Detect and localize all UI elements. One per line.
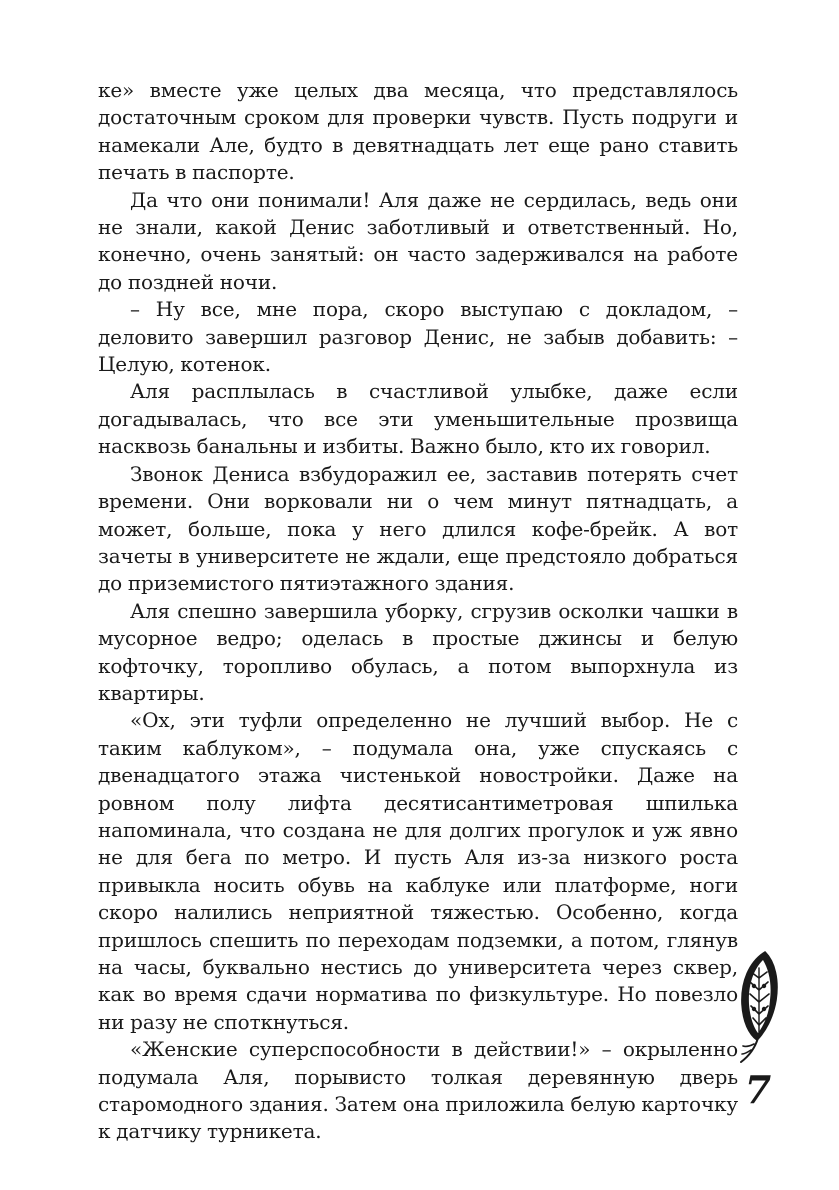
paragraph-3: – Ну все, мне пора, скоро выступаю с докладом, – деловито завершил разговор Денис, не забыв добавить: – Целую, котенок. xyxy=(98,297,738,377)
page-number: 7 xyxy=(744,1067,772,1112)
paragraph-2: Да что они понимали! Аля даже не сердилась, ведь они не знали, какой Денис заботливый и ответственный. Но, конечно, очень занятый: он часто задерживался на работе до поздней ночи. xyxy=(98,187,738,294)
paragraph-4: Аля расплылась в счастливой улыбке, даже если догадывалась, что все эти уменьшительные прозвища насквозь банальны и избиты. Важно было, кто их говорил. xyxy=(98,379,738,459)
feather-icon xyxy=(735,948,783,1066)
page-body-text xyxy=(98,77,738,1146)
paragraph-1: ке» вместе уже целых два месяца, что представлялось достаточным сроком для проверки чувств. Пусть подруги и намекали Але, будто в девятнадцать лет еще рано ставить печать в паспорте. xyxy=(98,78,738,185)
paragraph-5: Звонок Дениса взбудоражил ее, заставив потерять счет времени. Они ворковали ни о чем минут пятнадцать, а может, больше, пока у него длился кофе-брейк. А вот зачеты в университете не ждали, еще предстояло добраться до приземистого пятиэтажного здания. xyxy=(98,461,738,596)
paragraph-7: «Ох, эти туфли определенно не лучший выбор. Не с таким каблуком», – подумала она, уже спускаясь с двенадцатого этажа чистенькой новостройки. Даже на ровном полу лифта десятисантиметровая шпилька напоминала, что создана не для долгих прогулок и уж явно не для бега по метро. И пусть Аля из-за низкого роста привыкла носить обувь на каблуке или платформе, ноги скоро налились неприятной тяжестью. Особенно, когда пришлось спешить по переходам подземки, а потом, глянув на часы, буквально нестись до университета через сквер, как во время сдачи норматива по физкультуре. Но повезло ни разу не споткнуться. xyxy=(98,708,738,1034)
paragraph-6: Аля спешно завершила уборку, сгрузив осколки чашки в мусорное ведро; оделась в простые джинсы и белую кофточку, торопливо обулась, а потом выпорхнула из квартиры. xyxy=(98,598,738,705)
paragraph-8: «Женские суперспособности в действии!» – окрыленно подумала Аля, порывисто толкая деревянную дверь старомодного здания. Затем она приложила белую карточку к датчику турникета. xyxy=(98,1037,738,1144)
